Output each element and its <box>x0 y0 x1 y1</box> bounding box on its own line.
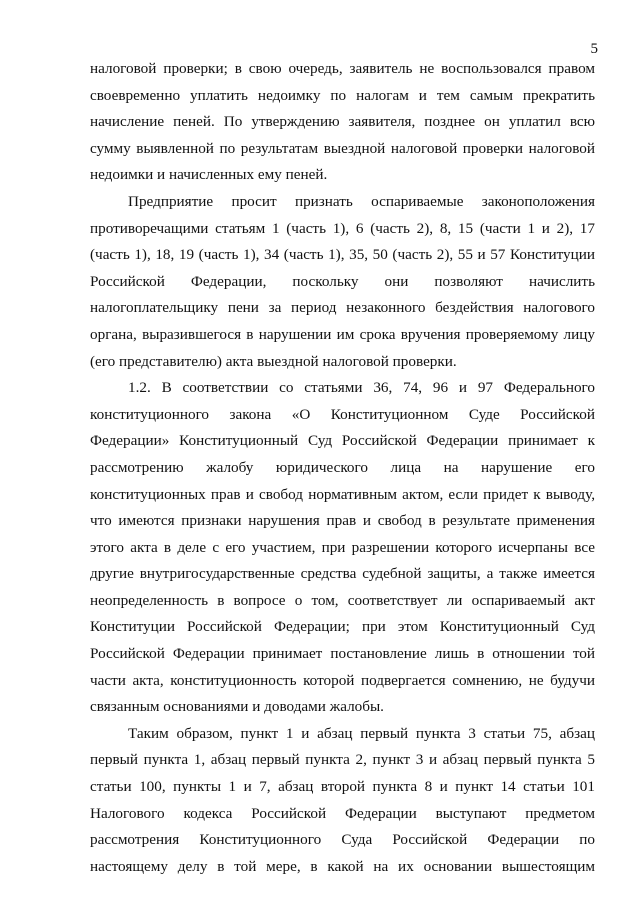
page-number: 5 <box>590 41 598 57</box>
text-line: настоящему делу в той мере, в какой на их основании вышестоящим <box>90 857 595 875</box>
text-line: первый пункта 1, абзац первый пункта 2, пункт 3 и абзац первый пункта 5 <box>90 751 595 769</box>
text-line: начисление пеней. По утверждению заявителя, позднее он уплатил всю <box>90 113 595 131</box>
text-line: этого акта в деле с его участием, при разрешении которого исчерпаны все <box>90 538 595 556</box>
text-line: статьи 100, пункты 1 и 7, абзац второй пункта 8 и пункт 14 статьи 101 <box>90 778 595 796</box>
text-line: Российской Федерации, поскольку они позволяют начислить <box>90 272 595 290</box>
text-line: 1.2. В соответствии со статьями 36, 74, 96 и 97 Федерального <box>128 379 595 397</box>
text-line: (его представителю) акта выездной налоговой проверки. <box>90 352 457 370</box>
text-line: сумму выявленной по результатам выездной налоговой проверки налоговой <box>90 139 595 157</box>
text-line: своевременно уплатить недоимку по налогам и тем самым прекратить <box>90 86 595 104</box>
text-line: Федерации» Конституционный Суд Российской Федерации принимает к <box>90 432 595 450</box>
document-body <box>90 56 595 880</box>
text-line: Налогового кодекса Российской Федерации выступают предметом <box>90 804 595 822</box>
paragraph <box>90 189 595 375</box>
text-line: конституционного закона «О Конституционном Суде Российской <box>90 405 595 423</box>
text-line: налоговой проверки; в свою очередь, заявитель не воспользовался правом <box>90 60 595 77</box>
text-line: Таким образом, пункт 1 и абзац первый пункта 3 статьи 75, абзац <box>128 724 595 742</box>
paragraph <box>90 375 595 721</box>
text-line: (часть 1), 18, 19 (часть 1), 34 (часть 1), 35, 50 (часть 2), 55 и 57 Конституции <box>90 246 595 264</box>
paragraph <box>90 56 595 189</box>
text-line: противоречащими статьям 1 (часть 1), 6 (часть 2), 8, 15 (части 1 и 2), 17 <box>90 219 595 237</box>
text-line: налогоплательщику пени за период незаконного бездействия налогового <box>90 299 595 317</box>
text-line: Российской Федерации принимает постановление лишь в отношении той <box>90 645 595 663</box>
text-line: рассмотрению жалобу юридического лица на нарушение его <box>90 458 595 476</box>
text-line: другие внутригосударственные средства судебной защиты, а также имеется <box>90 565 595 583</box>
text-line: Предприятие просит признать оспариваемые законоположения <box>128 192 595 210</box>
text-line: конституционных прав и свобод нормативным актом, если придет к выводу, <box>90 485 595 503</box>
text-line: неопределенность в вопросе о том, соответствует ли оспариваемый акт <box>90 591 595 609</box>
text-line: органа, выразившегося в нарушении им срока вручения проверяемому лицу <box>90 325 595 343</box>
text-line: Конституции Российской Федерации; при этом Конституционный Суд <box>90 618 595 636</box>
text-line: что имеются признаки нарушения прав и свобод в результате применения <box>90 512 595 530</box>
text-line: связанным основаниями и доводами жалобы. <box>90 698 384 716</box>
paragraph <box>90 721 595 881</box>
text-line: рассмотрения Конституционного Суда Российской Федерации по <box>90 831 595 849</box>
text-line: части акта, конституционность которой подвергается сомнению, не будучи <box>90 671 595 689</box>
text-line: недоимки и начисленных ему пеней. <box>90 166 328 184</box>
